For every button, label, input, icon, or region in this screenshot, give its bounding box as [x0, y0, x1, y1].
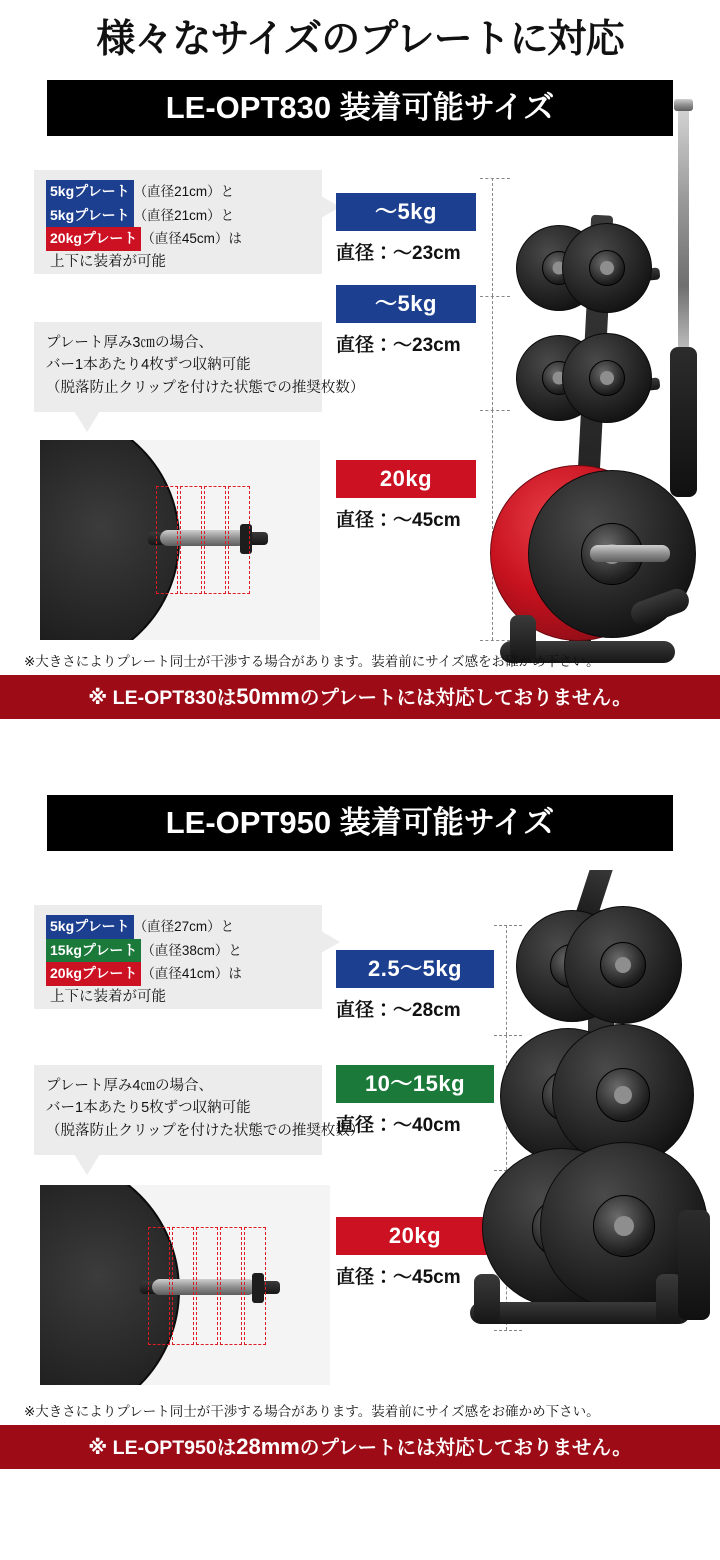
size-diameter-2-950: 直径：～40cm: [336, 1115, 461, 1136]
compat-callout-830: [34, 170, 322, 274]
size-label-2-950: 10～15kg: [336, 1065, 494, 1103]
warning-suffix: のプレートには対応しておりません。: [299, 1437, 632, 1459]
product-photo-950: [460, 870, 720, 1390]
warning-bar-830: [0, 675, 720, 719]
capacity-line-1: プレート厚み4㎝の場合、: [46, 1078, 213, 1094]
warning-emphasis: 28mm: [236, 1434, 300, 1459]
plate-chip-rest: （直径38cm）と: [141, 942, 242, 958]
plate-chip: 15kgプレート: [46, 939, 141, 963]
capacity-line-3: （脱落防止クリップを付けた状態での推奨枚数）: [46, 1122, 365, 1139]
banner-le-opt830: LE-OPT830 装着可能サイズ: [47, 80, 673, 136]
plate-slot-4: [228, 486, 250, 594]
size-diameter-2-830: 直径：～23cm: [336, 335, 461, 356]
size-label-1-950: 2.5～5kg: [336, 950, 494, 988]
section-le-opt830: [0, 60, 720, 730]
size-diameter-3-830: 直径：～45cm: [336, 510, 461, 531]
capacity-line-1: プレート厚み3㎝の場合、: [46, 335, 213, 351]
capacity-line-2: バー1本あたり5枚ずつ収納可能: [46, 1100, 251, 1117]
plate-chip-rest: （直径41cm）は: [141, 966, 242, 982]
barbell-collar-art: [674, 99, 693, 111]
rack-foot-left-art: [474, 1274, 500, 1324]
warning-prefix: ※ LE-OPT830は: [88, 687, 237, 709]
compat-line-1: [46, 180, 310, 204]
plate-chip-rest: （直径45cm）は: [141, 231, 242, 247]
barbell-shaft-art: [678, 99, 689, 349]
plate-slot-2: [172, 1227, 194, 1345]
plate-slot-5: [244, 1227, 266, 1345]
compat-line-1: [46, 915, 310, 939]
size-label-1-830: ～5kg: [336, 193, 476, 231]
compat-line-2: [46, 939, 310, 963]
product-photo-830: [470, 95, 720, 665]
storage-detail-photo-830: [40, 440, 320, 640]
compat-tail-text: 上下に装着が可能: [50, 254, 166, 271]
plate-slot-1: [156, 486, 178, 594]
storage-detail-photo-950: [40, 1185, 330, 1385]
warning-bar-950: [0, 1425, 720, 1469]
size-diameter-1-830: 直径：～23cm: [336, 243, 461, 264]
warning-suffix: のプレートには対応しておりません。: [299, 687, 632, 709]
plate-chip: 5kgプレート: [46, 915, 134, 939]
footnote-830: ※大きさによりプレート同士が干渉する場合があります。装着前にサイズ感をお確かめ下さい。: [24, 654, 600, 669]
plate-slot-2: [180, 486, 202, 594]
plate-5kg-b: [564, 906, 682, 1024]
barbell-pad-art: [670, 347, 697, 497]
banner-le-opt950: LE-OPT950 装着可能サイズ: [47, 795, 673, 851]
callout-tail-icon: [74, 411, 100, 432]
footnote-950: ※大きさによりプレート同士が干渉する場合があります。装着前にサイズ感をお確かめ下さい。: [24, 1404, 600, 1419]
compat-line-2: [46, 204, 310, 228]
plate-slot-3: [204, 486, 226, 594]
size-diameter-3-950: 直径：～45cm: [336, 1267, 461, 1288]
size-label-2-830: ～5kg: [336, 285, 476, 323]
capacity-line-2: バー1本あたり4枚ずつ収納可能: [46, 357, 251, 374]
warning-prefix: ※ LE-OPT950は: [88, 1437, 237, 1459]
size-label-3-950: 20kg: [336, 1217, 494, 1255]
plate-slot-4: [220, 1227, 242, 1345]
plate-chip: 20kgプレート: [46, 962, 141, 986]
capacity-callout-830: [34, 322, 365, 412]
plate-chip-rest: （直径21cm）と: [133, 184, 235, 199]
capacity-callout-950: [34, 1065, 365, 1155]
plate-chip: 5kgプレート: [46, 180, 134, 204]
plate-slot-1: [148, 1227, 170, 1345]
compat-line-3: [46, 962, 310, 986]
callout-tail-icon: [74, 1154, 100, 1175]
plate-chip-rest: （直径21cm）と: [133, 207, 235, 223]
capacity-line-3: （脱落防止クリップを付けた状態での推奨枚数）: [46, 379, 365, 396]
plate-5kg-d: [562, 333, 652, 423]
page-title: 様々なサイズのプレートに対応: [96, 18, 624, 61]
compat-tail-text: 上下に装着が可能: [50, 989, 166, 1006]
warning-emphasis: 50mm: [236, 684, 300, 709]
size-label-3-830: 20kg: [336, 460, 476, 498]
size-diameter-1-950: 直径：～28cm: [336, 1000, 461, 1021]
rack-lower-sleeve-art: [590, 545, 670, 562]
compat-callout-950: [34, 905, 322, 1009]
plate-5kg-b: [562, 223, 652, 313]
plate-chip: 5kgプレート: [46, 204, 134, 228]
section-le-opt950: [0, 775, 720, 1515]
plate-slot-3: [196, 1227, 218, 1345]
plate-chip: 20kgプレート: [46, 227, 141, 251]
compat-line-3: [46, 227, 310, 251]
plate-chip-rest: （直径27cm）と: [133, 919, 235, 934]
rack-side-pad-art: [678, 1210, 710, 1320]
